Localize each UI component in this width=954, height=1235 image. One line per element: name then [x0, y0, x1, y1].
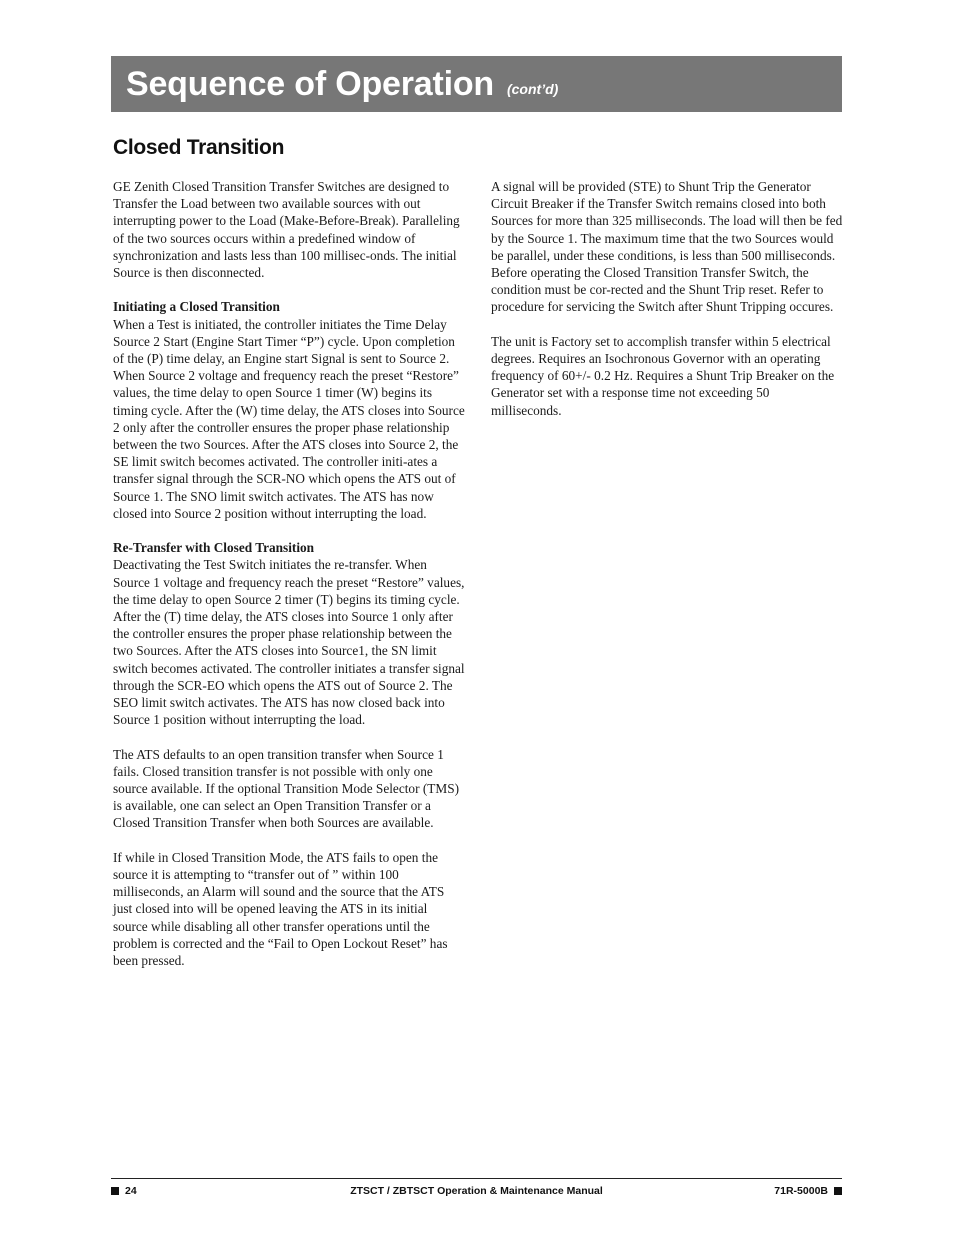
fail-to-open-paragraph: If while in Closed Transition Mode, the ATS fails to open the source it is attempting to “transfer out of ” within 100 milliseconds, an Alarm will sound and the source that the ATS just closed into will be opened leaving the ATS in its initial source while disabling all other transfer operations until the problem is corrected and the “Fail to Open Lockout Reset” has been pressed.: [113, 849, 448, 969]
retransfer-section: [113, 539, 465, 728]
initiating-heading: Initiating a Closed Transition: [113, 299, 280, 315]
page-title: Sequence of Operation: [126, 64, 494, 103]
page-subtitle: (cont’d): [506, 81, 559, 97]
initiating-section: [113, 298, 465, 522]
page-number: 24: [125, 1185, 137, 1197]
square-bullet-icon: [834, 1187, 842, 1195]
retransfer-heading: Re-Transfer with Closed Transition: [113, 540, 315, 556]
page-footer: [111, 1185, 842, 1201]
manual-title: ZTSCT / ZBTSCT Operation & Maintenance Manual: [350, 1185, 603, 1197]
doc-number: 71R-5000B: [774, 1185, 828, 1197]
intro-paragraph: GE Zenith Closed Transition Transfer Switches are designed to Transfer the Load between two available sources with out interrupting power to the Load (Make-Before-Break). Paralleling of the two sources occurs within a predefined window of synchronization and lasts less than 100 millisec-onds. The initial Source is then disconnected.: [113, 179, 460, 281]
footer-right: [774, 1185, 842, 1197]
retransfer-body: Deactivating the Test Switch initiates the re-transfer. When Source 1 voltage and frequency reach the preset “Restore” values, the time delay to open Source 2 timer (T) begins its timing cycle. After the (T) time delay, the ATS closes into Source 1 only after the controller ensures the proper phase relationship between the two Sources. After the ATS closes into Source1, the SN limit switch becomes activated. The controller initiates a transfer signal through the SCR-EO which opens the ATS out of Source 2. The SEO limit switch activates. The ATS has now closed back into Source 1 position without interrupting the load.: [113, 557, 465, 728]
right-column: [491, 178, 843, 436]
page-title-bar: [111, 56, 842, 112]
shunt-trip-paragraph: A signal will be provided (STE) to Shunt Trip the Generator Circuit Breaker if the Transfer Switch remains closed into both Sources for more than 325 milliseconds. The load will then be fed by the Source 1. The maximum time that the two Sources would be parallel, under these conditions, is less than 500 milliseconds. Before operating the Closed Transition Transfer Switch, the condition must be cor-rected and the Shunt Trip reset. Refer to procedure for servicing the Switch after Shunt Tripping occures.: [491, 179, 843, 315]
initiating-body: When a Test is initiated, the controller initiates the Time Delay Source 2 Start (Engine Start Timer “P”) cycle. Upon completion of the (P) time delay, an Engine start Signal is sent to Source 2. When Source 2 voltage and frequency reach the preset “Restore” values, the time delay to open Source 1 timer (W) begins its timing cycle. After the (W) time delay, the ATS closes into Source 2 only after the controller ensures the proper phase relationship between the two Sources. After the ATS closes into Source 2, the SE limit switch becomes activated. The controller initi-ates a transfer signal through the SCR-NO which opens the ATS out of Source 1. The SNO limit switch activates. The ATS has now closed into Source 2 position without interrupting the load.: [113, 316, 465, 521]
left-column: [113, 178, 465, 986]
section-heading: Closed Transition: [113, 136, 285, 159]
factory-set-paragraph: The unit is Factory set to accomplish transfer within 5 electrical degrees. Requires an Isochronous Governor with an operating frequency of 60+/- 0.2 Hz. Requires a Shunt Trip Breaker on the Generator set with a response time not exceeding 50 milliseconds.: [491, 333, 835, 418]
defaults-paragraph: The ATS defaults to an open transition transfer when Source 1 fails. Closed transition transfer is not possible with only one source available. If the optional Transition Mode Selector (TMS) is available, one can select an Open Transition Transfer or a Closed Transition Transfer when both Sources are available.: [113, 746, 460, 831]
footer-rule: [111, 1178, 842, 1179]
